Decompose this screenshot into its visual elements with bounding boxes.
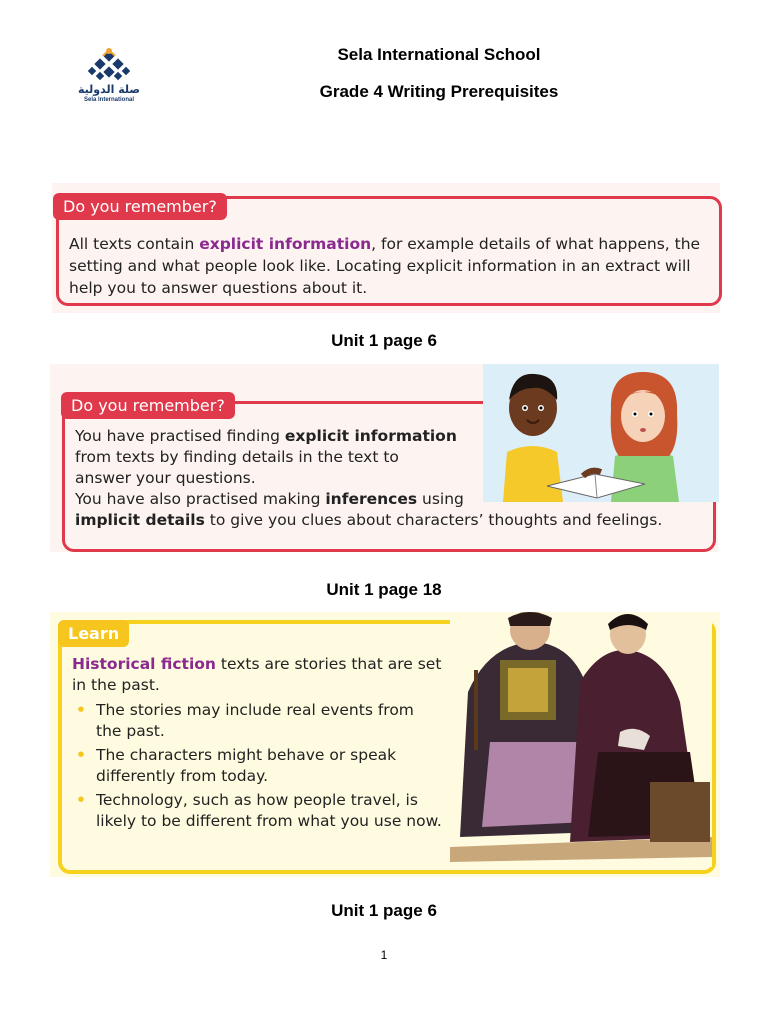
box1-tag: Do you remember?: [53, 193, 227, 220]
box2-p2-start: You have also practised making: [75, 490, 326, 508]
logo-arabic-text: صلة الدولية: [77, 83, 140, 96]
box2-p1-start: You have practised finding: [75, 427, 285, 445]
box2-p2-end: to give you clues about characters’ thoughts and feelings.: [204, 511, 663, 529]
bullet-icon: •: [76, 791, 86, 809]
historical-figures-illustration: [450, 612, 712, 867]
list-item: [72, 790, 442, 832]
list-item: [72, 700, 442, 742]
learn-intro: texts are stories that are set in the past.: [72, 655, 442, 694]
box2-tag: Do you remember?: [61, 392, 235, 419]
box2-p1-bold: explicit information: [284, 427, 457, 445]
box1-text: [69, 233, 707, 299]
box2-p2-bold1: inferences: [325, 490, 418, 508]
caption-2: Unit 1 page 18: [326, 580, 442, 599]
bullet-icon: •: [76, 746, 86, 764]
page-title: Grade 4 Writing Prerequisites: [319, 82, 559, 101]
learn-bullet-list: [72, 700, 442, 832]
box2-p2-bold2: implicit details: [75, 511, 205, 529]
do-you-remember-box-1: [56, 196, 722, 306]
page-number: 1: [380, 948, 388, 962]
learn-tag: Learn: [58, 620, 129, 647]
school-name: Sela International School: [337, 45, 541, 64]
box2-p2-mid: using: [417, 490, 464, 508]
learn-highlight: Historical fiction: [72, 655, 216, 673]
bullet-text-3: Technology, such as how people travel, is likely to be different from what you use now.: [96, 791, 442, 830]
box1-text-end: , for example details of what happens, the setting and what people look like. Locating explicit information in an extract will help you to answer questions about it.: [69, 235, 701, 297]
children-reading-illustration: [483, 364, 719, 502]
box1-text-start: All texts contain: [69, 235, 200, 253]
box1-highlight: explicit information: [199, 235, 372, 253]
caption-3: Unit 1 page 6: [331, 901, 437, 920]
logo-english-text: Sela International: [83, 97, 134, 103]
bullet-text-1: The stories may include real events from the past.: [96, 701, 414, 740]
list-item: [72, 745, 442, 787]
box2-p1-line2: from texts by finding details in the text to: [75, 448, 399, 466]
bullet-icon: •: [76, 701, 86, 719]
learn-text: [72, 654, 442, 835]
bullet-text-2: The characters might behave or speak differently from today.: [96, 746, 397, 785]
caption-1: Unit 1 page 6: [331, 331, 437, 350]
box2-p1-line3: answer your questions.: [75, 469, 256, 487]
